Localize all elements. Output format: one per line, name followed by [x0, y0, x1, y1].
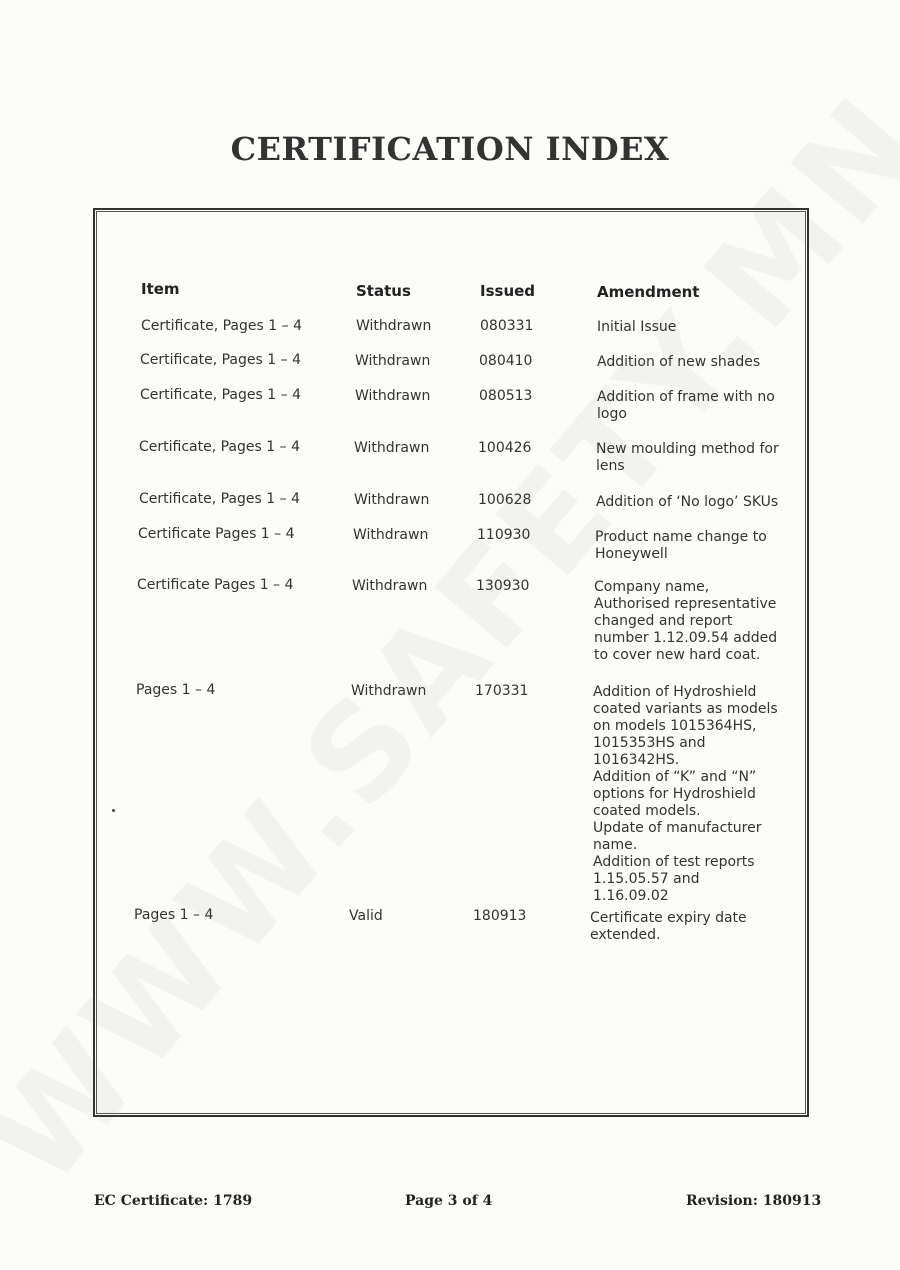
row-2-amendment: Addition of new shades	[597, 354, 761, 370]
row-8-status: Withdrawn	[351, 683, 427, 699]
row-6-status: Withdrawn	[353, 527, 429, 543]
row-6-item: Certificate Pages 1 – 4	[138, 526, 295, 542]
row-9-item: Pages 1 – 4	[134, 907, 214, 923]
row-9-issued: 180913	[473, 908, 527, 924]
footer-page-number: Page 3 of 4	[405, 1193, 493, 1209]
row-4-item: Certificate, Pages 1 – 4	[139, 439, 300, 455]
row-6-issued: 110930	[477, 527, 531, 543]
row-9-status: Valid	[349, 908, 383, 924]
header-amendment: Amendment	[597, 283, 700, 301]
footer-revision: Revision: 180913	[686, 1193, 822, 1209]
row-8-item: Pages 1 – 4	[136, 682, 216, 698]
row-3-item: Certificate, Pages 1 – 4	[140, 387, 301, 403]
row-7-issued: 130930	[476, 578, 530, 594]
row-2-issued: 080410	[479, 353, 533, 369]
row-3-status: Withdrawn	[355, 388, 431, 404]
row-5-status: Withdrawn	[354, 492, 430, 508]
row-7-status: Withdrawn	[352, 578, 428, 594]
footer-certificate: EC Certificate: 1789	[94, 1193, 253, 1209]
row-2-status: Withdrawn	[355, 353, 431, 369]
header-issued: Issued	[480, 282, 536, 300]
row-4-status: Withdrawn	[354, 440, 430, 456]
page-title: CERTIFICATION INDEX	[230, 130, 670, 168]
row-8-issued: 170331	[475, 683, 529, 699]
row-7-amendment: Company name, Authorised representative changed and report number 1.12.09.54 added to cover new hard coat.	[594, 579, 778, 663]
header-item: Item	[141, 280, 180, 298]
row-4-issued: 100426	[478, 440, 532, 456]
row-1-item: Certificate, Pages 1 – 4	[141, 318, 302, 334]
row-1-issued: 080331	[480, 318, 534, 334]
row-4-amendment: New moulding method for lens	[596, 441, 779, 474]
row-9-amendment: Certificate expiry date extended.	[590, 910, 747, 943]
row-5-item: Certificate, Pages 1 – 4	[139, 491, 300, 507]
row-2-item: Certificate, Pages 1 – 4	[140, 352, 301, 368]
row-5-amendment: Addition of ‘No logo’ SKUs	[596, 494, 779, 510]
row-8-amendment: Addition of Hydroshield coated variants as models on models 1015364HS, 1015353HS and 1016342HS. Addition of “K” and “N” options for Hydroshield coated models. Update of manufacturer name. Addition of test reports 1.15.05.57 and 1.16.09.02	[593, 684, 778, 904]
row-5-issued: 100628	[478, 492, 532, 508]
row-3-amendment: Addition of frame with no logo	[597, 389, 775, 422]
header-status: Status	[356, 282, 411, 300]
row-6-amendment: Product name change to Honeywell	[595, 529, 767, 562]
row-3-issued: 080513	[479, 388, 533, 404]
row-1-status: Withdrawn	[356, 318, 432, 334]
scan-speck	[112, 809, 115, 812]
row-1-amendment: Initial Issue	[597, 319, 677, 335]
row-7-item: Certificate Pages 1 – 4	[137, 577, 294, 593]
